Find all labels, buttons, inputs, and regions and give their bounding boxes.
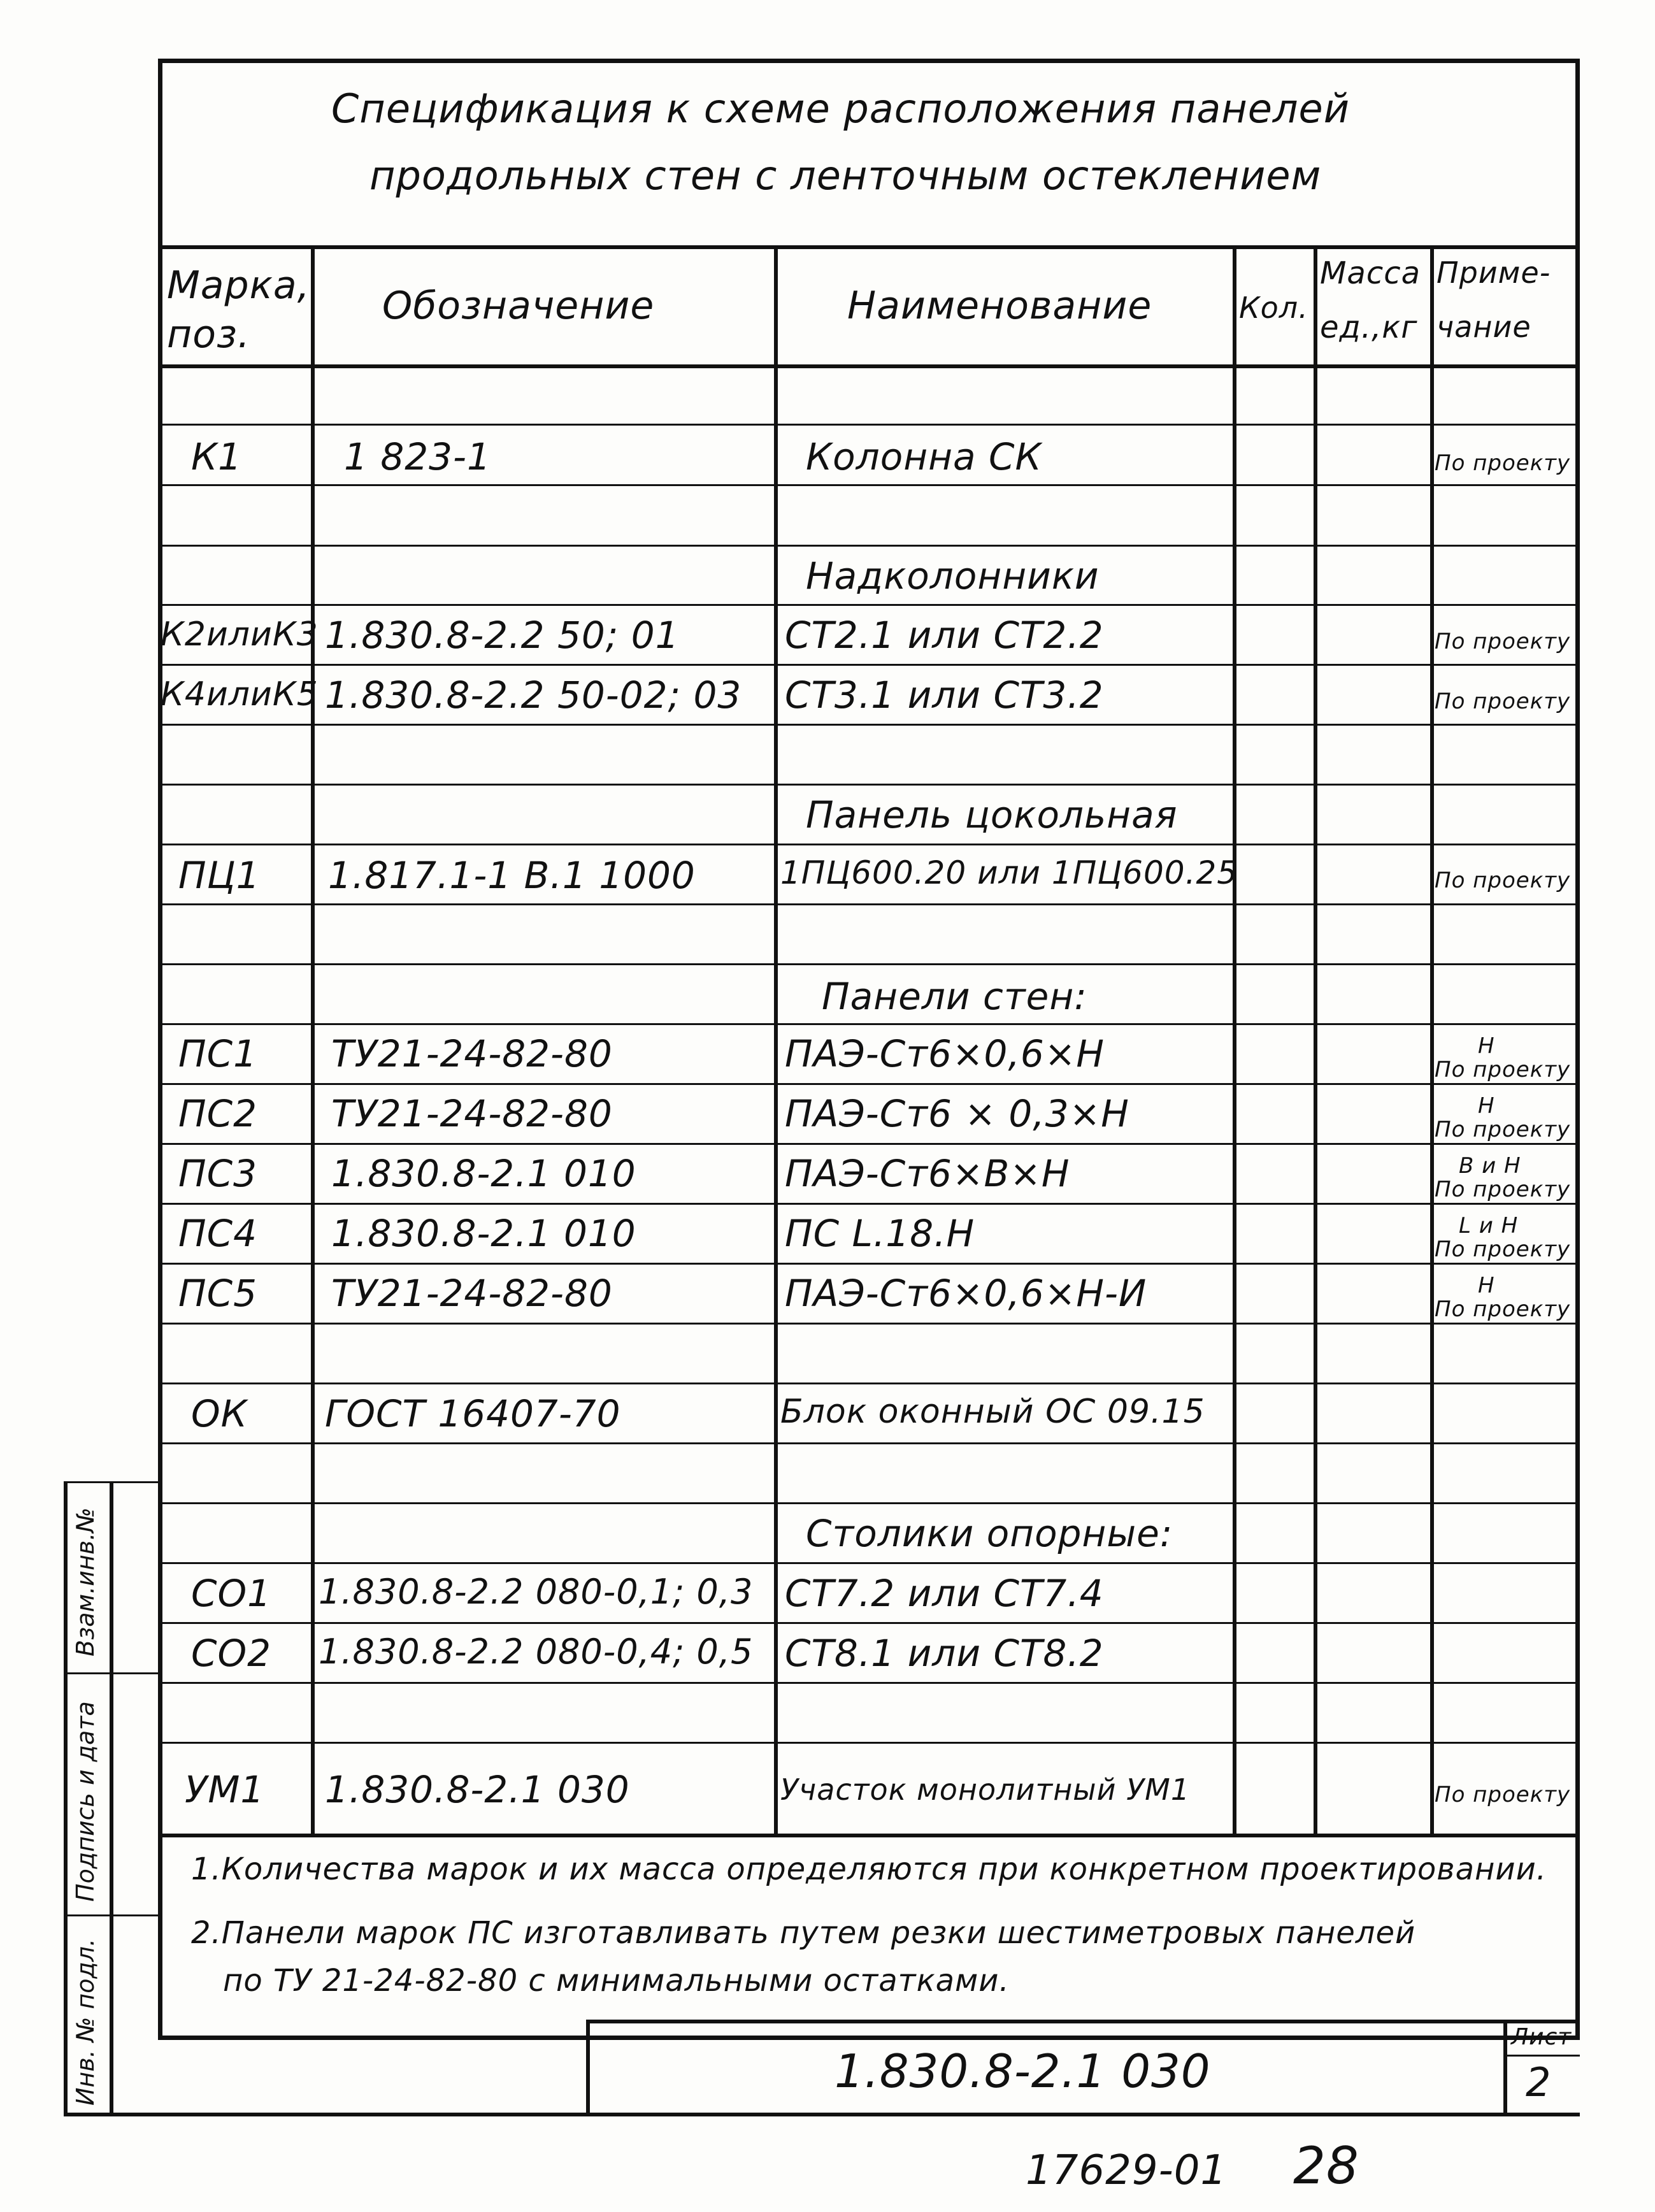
row-note: По проекту bbox=[1435, 1782, 1571, 1807]
frame-bottom bbox=[64, 2113, 1580, 2116]
header-note-2: чание bbox=[1436, 310, 1531, 344]
row-line bbox=[158, 903, 1580, 905]
row-line bbox=[158, 1143, 1580, 1145]
row-line bbox=[158, 1263, 1580, 1265]
row-line bbox=[158, 1323, 1580, 1325]
title-line-2: продольных стен с ленточным остеклением bbox=[369, 152, 1322, 199]
row-note-top: В и Н bbox=[1459, 1153, 1521, 1179]
note-2a: 2.Панели марок ПС изготавливать путем резки шестиметровых панелей bbox=[191, 1915, 1416, 1951]
row-line bbox=[158, 424, 1580, 426]
row-note: По проекту bbox=[1435, 450, 1571, 476]
stamp-sheet-label: Лист bbox=[1511, 2024, 1572, 2050]
side-strip-divider-1 bbox=[64, 1672, 162, 1674]
table-bottom bbox=[158, 1834, 1580, 1837]
row-name: Колонна СК bbox=[806, 435, 1042, 478]
stamp-top bbox=[586, 2020, 1580, 2023]
row-name: Блок оконный ОС 09.15 bbox=[780, 1393, 1205, 1431]
note-1: 1.Количества марок и их масса определяются при конкретном проектировании. bbox=[191, 1851, 1547, 1887]
row-line bbox=[158, 484, 1580, 486]
row-mark: ПС1 bbox=[178, 1032, 258, 1075]
header-designation: Обозначение bbox=[382, 284, 655, 328]
side-label-inv: Инв. № подл. bbox=[71, 1938, 99, 2106]
row-note-top: Н bbox=[1478, 1093, 1495, 1119]
row-mark: ПС3 bbox=[178, 1152, 258, 1195]
title-divider bbox=[158, 245, 1580, 249]
row-name: СТ3.1 или СТ3.2 bbox=[785, 673, 1104, 717]
row-designation: 1.830.8-2.2 50; 01 bbox=[325, 614, 680, 657]
row-note: По проекту bbox=[1435, 1177, 1571, 1202]
row-designation: ГОСТ 16407-70 bbox=[325, 1392, 621, 1435]
row-line bbox=[158, 1442, 1580, 1444]
row-line bbox=[158, 724, 1580, 726]
row-note-top: Н bbox=[1478, 1033, 1495, 1059]
stamp-sheet-number: 2 bbox=[1526, 2059, 1552, 2106]
side-strip-mid bbox=[110, 1481, 113, 2116]
row-line bbox=[158, 604, 1580, 606]
row-line bbox=[158, 1203, 1580, 1205]
row-designation: ТУ21-24-82-80 bbox=[331, 1092, 613, 1135]
row-note: По проекту bbox=[1435, 689, 1571, 714]
row-line bbox=[158, 1622, 1580, 1624]
row-line bbox=[158, 1083, 1580, 1085]
row-name: Панели стен: bbox=[822, 975, 1087, 1018]
row-note: По проекту bbox=[1435, 629, 1571, 654]
row-note: По проекту bbox=[1435, 1237, 1571, 1262]
row-name: ПС L.18.Н bbox=[785, 1212, 975, 1255]
row-designation: 1.830.8-2.2 080-0,1; 0,3 bbox=[319, 1572, 754, 1612]
row-mark: ПС4 bbox=[178, 1212, 258, 1255]
row-designation: 1.830.8-2.1 010 bbox=[331, 1152, 636, 1195]
row-line bbox=[158, 963, 1580, 965]
row-line bbox=[158, 784, 1580, 786]
row-mark: ПС2 bbox=[178, 1092, 258, 1135]
row-name: ПАЭ-Ст6 × 0,3×Н bbox=[785, 1092, 1129, 1135]
row-mark: ОК bbox=[191, 1392, 248, 1435]
row-designation: 1.830.8-2.2 080-0,4; 0,5 bbox=[319, 1632, 754, 1672]
stamp-sheet-line bbox=[1503, 2055, 1580, 2057]
side-strip-left bbox=[64, 1481, 68, 2116]
row-mark: ПЦ1 bbox=[178, 854, 261, 897]
note-2b: по ТУ 21-24-82-80 с минимальными остатками. bbox=[223, 1963, 1010, 1999]
row-designation: 1.817.1-1 В.1 1000 bbox=[328, 854, 696, 897]
row-name: СТ8.1 или СТ8.2 bbox=[785, 1632, 1104, 1675]
row-name: ПАЭ-Ст6×0,6×Н-И bbox=[785, 1272, 1147, 1315]
side-strip-top bbox=[64, 1481, 162, 1483]
row-mark: СО1 bbox=[191, 1572, 272, 1615]
row-mark: К1 bbox=[191, 435, 243, 478]
row-name: Участок монолитный УМ1 bbox=[780, 1772, 1191, 1807]
stamp-left bbox=[586, 2020, 590, 2115]
row-name: Панель цокольная bbox=[806, 793, 1178, 837]
row-line bbox=[158, 545, 1580, 547]
header-note-1: Приме- bbox=[1436, 255, 1551, 290]
row-note-top: Н bbox=[1478, 1273, 1495, 1298]
row-name: Надколонники bbox=[806, 554, 1100, 598]
row-note: По проекту bbox=[1435, 1057, 1571, 1082]
title-line-1: Спецификация к схеме расположения панелей bbox=[331, 85, 1350, 132]
row-name: ПАЭ-Ст6×0,6×Н bbox=[785, 1032, 1105, 1075]
row-designation: 1.830.8-2.1 030 bbox=[325, 1768, 630, 1811]
row-mark: ПС5 bbox=[178, 1272, 258, 1315]
row-mark: СО2 bbox=[191, 1632, 272, 1675]
row-line bbox=[158, 1562, 1580, 1564]
row-mark: К2илиК3 bbox=[161, 615, 319, 654]
header-mark-2: поз. bbox=[167, 312, 250, 357]
side-label-vzam: Взам.инв.№ bbox=[71, 1507, 99, 1656]
stamp-code: 1.830.8-2.1 030 bbox=[835, 2044, 1211, 2098]
stamp-sheet-divider bbox=[1503, 2020, 1507, 2115]
row-designation: 1.830.8-2.1 010 bbox=[331, 1212, 636, 1255]
row-designation: ТУ21-24-82-80 bbox=[331, 1032, 613, 1075]
row-line bbox=[158, 1382, 1580, 1384]
row-line bbox=[158, 1682, 1580, 1684]
header-qty: Кол. bbox=[1239, 291, 1308, 325]
header-name: Наименование bbox=[847, 284, 1152, 328]
row-mark: УМ1 bbox=[185, 1768, 265, 1811]
row-name: СТ7.2 или СТ7.4 bbox=[785, 1572, 1104, 1615]
header-mass-2: ед.,кг bbox=[1320, 310, 1418, 345]
row-line bbox=[158, 1023, 1580, 1025]
page-number: 28 bbox=[1293, 2136, 1359, 2195]
header-mass-1: Масса bbox=[1320, 255, 1421, 291]
row-designation: 1.830.8-2.2 50-02; 03 bbox=[325, 673, 742, 717]
row-name: 1ПЦ600.20 или 1ПЦ600.25 bbox=[780, 854, 1238, 891]
row-line bbox=[158, 1742, 1580, 1744]
row-line bbox=[158, 664, 1580, 666]
row-note: По проекту bbox=[1435, 868, 1571, 893]
side-label-sign: Подпись и дата bbox=[71, 1701, 99, 1902]
row-mark: К4илиК5 bbox=[161, 675, 319, 714]
row-name: СТ2.1 или СТ2.2 bbox=[785, 614, 1104, 657]
archive-number: 17629-01 bbox=[1026, 2147, 1228, 2194]
row-note-top: L и Н bbox=[1459, 1213, 1519, 1239]
row-line bbox=[158, 1502, 1580, 1504]
row-note: По проекту bbox=[1435, 1296, 1571, 1322]
row-designation: ТУ21-24-82-80 bbox=[331, 1272, 613, 1315]
row-designation: 1 823-1 bbox=[344, 435, 491, 478]
header-mark-1: Марка, bbox=[167, 263, 310, 308]
row-name: Столики опорные: bbox=[806, 1512, 1173, 1555]
row-line bbox=[158, 844, 1580, 845]
row-note: По проекту bbox=[1435, 1117, 1571, 1142]
row-name: ПАЭ-Ст6×В×Н bbox=[785, 1152, 1070, 1195]
header-divider bbox=[158, 364, 1580, 368]
side-strip-divider-2 bbox=[64, 1914, 162, 1916]
